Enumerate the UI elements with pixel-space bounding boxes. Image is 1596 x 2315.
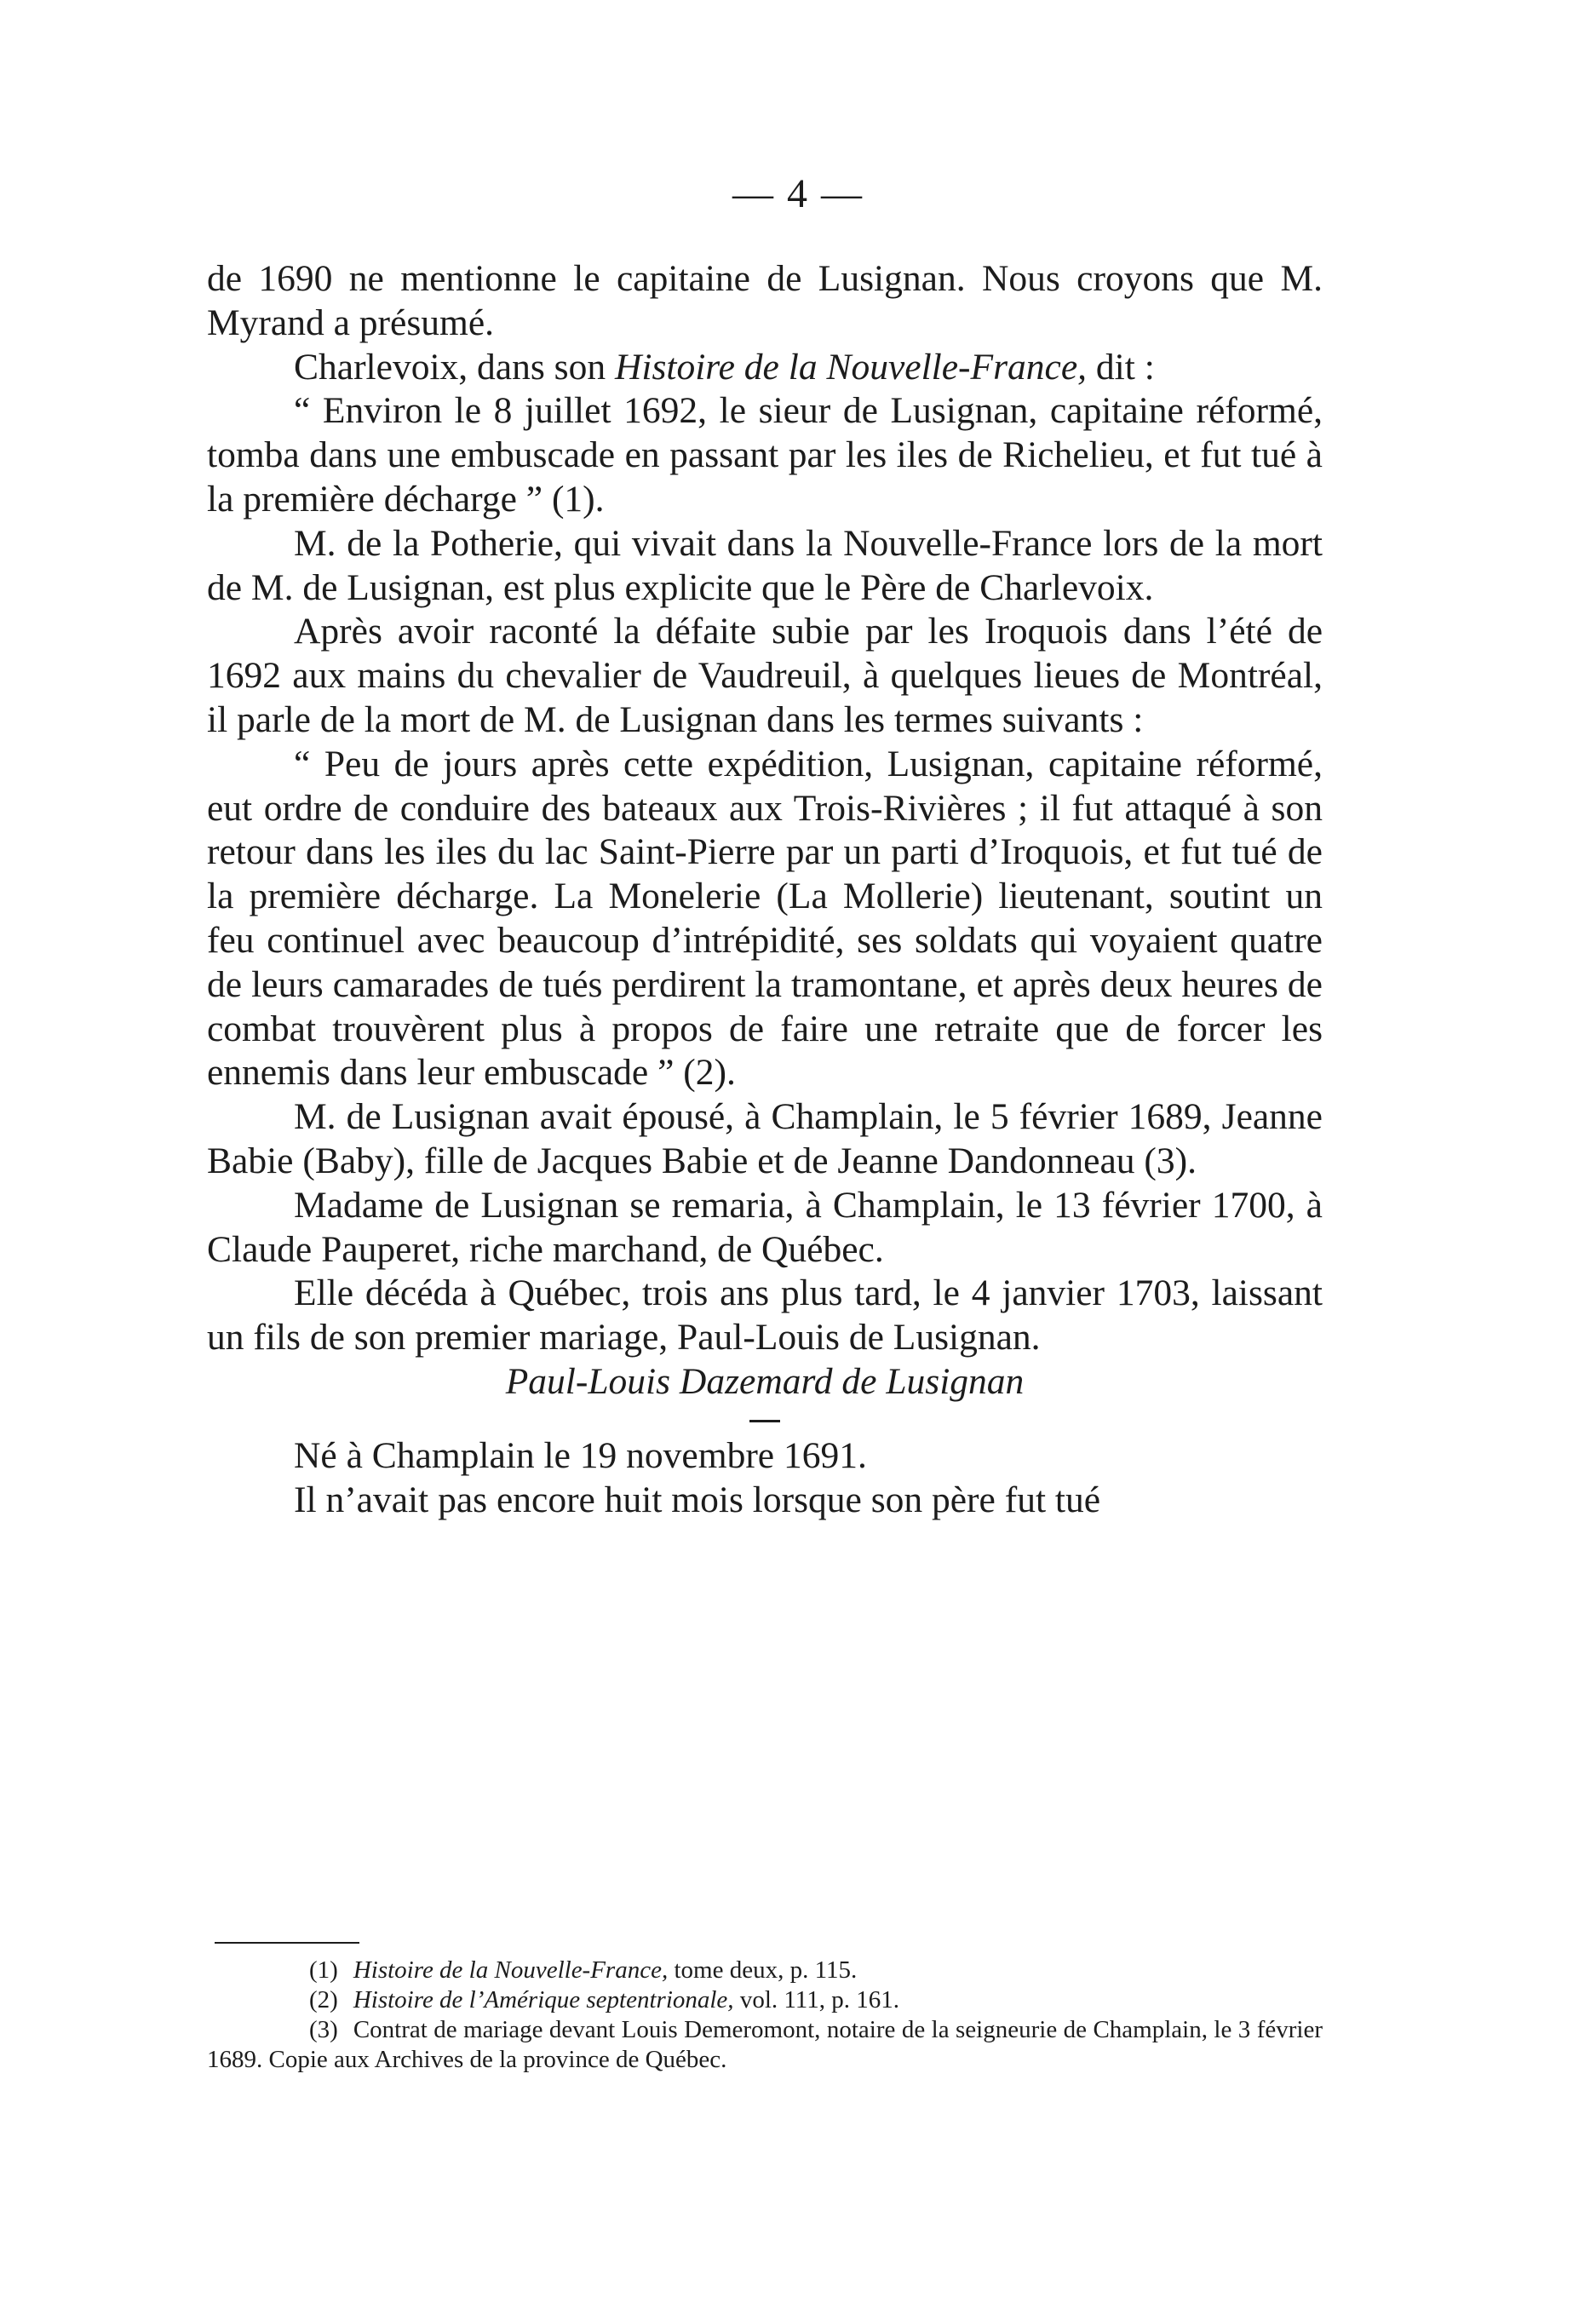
footnote-number: (2) — [309, 1986, 338, 2013]
footnote-title: Histoire de l’Amérique septentrionale, — [353, 1986, 734, 2013]
footnote-title: Histoire de la Nouvelle-France, — [353, 1956, 669, 1984]
paragraph-mariage: M. de Lusignan avait épousé, à Champlain, le 5 février 1689, Jeanne Babie (Baby), fille de Jacques Babie et de Jeanne Dandonneau (3). — [207, 1096, 1323, 1181]
section-heading: Paul-Louis Dazemard de Lusignan — [505, 1360, 1025, 1402]
paragraph-naissance: Né à Champlain le 19 novembre 1691. — [294, 1434, 867, 1476]
footnote-text: Contrat de mariage devant Louis Demeromont, notaire de la seigneurie de Champlain, le 3 février 1689. Copie aux Archives de la province de Québec. — [207, 2016, 1323, 2073]
paragraph-potherie: M. de la Potherie, qui vivait dans la Nouvelle-France lors de la mort de M. de Lusignan, est plus explicite que le Père de Charlevoix. — [207, 522, 1323, 608]
footnote — [207, 1956, 1323, 1985]
paragraph-remariage: Madame de Lusignan se remaria, à Champlain, le 13 février 1700, à Claude Pauperet, riche marchand, de Québec. — [207, 1184, 1323, 1270]
paragraph-text: Charlevoix, dans son — [294, 346, 615, 388]
heading-rule — [749, 1420, 780, 1422]
footnote-text: vol. 111, p. 161. — [733, 1986, 899, 2013]
footnote-text: tome deux, p. 115. — [668, 1956, 858, 1984]
paragraph-continuation: de 1690 ne mentionne le capitaine de Lusignan. Nous croyons que M. Myrand a présumé. — [207, 258, 1323, 343]
footnote — [207, 1985, 1323, 2015]
footnotes — [207, 1956, 1323, 2075]
paragraph-quote-potherie: “ Peu de jours après cette expédition, Lusignan, capitaine réformé, eut ordre de conduire des bateaux aux Trois-Rivières ; il fut attaqué à son retour dans les iles du lac Saint-Pierre par un parti d’Iroquois, et fut tué de la première décharge. La Monelerie (La Mollerie) lieutenant, soutint un feu continuel avec beaucoup d’intrépidité, ses soldats qui voyaient quatre de leurs camarades de tués perdirent la tramontane, et après deux heures de combat trouvèrent plus à propos de faire une retraite que de forcer les ennemis dans leur embuscade ” (2). — [207, 743, 1323, 1094]
footnote-number: (1) — [309, 1956, 338, 1984]
paragraph-quote-charlevoix: “ Environ le 8 juillet 1692, le sieur de Lusignan, capitaine réformé, tomba dans une embuscade en passant par les iles de Richelieu, et fut tué à la première décharge ” (1). — [207, 390, 1323, 520]
footnote-rule — [215, 1942, 359, 1944]
body-text — [207, 257, 1323, 1522]
paragraph-deces: Elle décéda à Québec, trois ans plus tard, le 4 janvier 1703, laissant un fils de son premier mariage, Paul-Louis de Lusignan. — [207, 1272, 1323, 1359]
book-title: Histoire de la Nouvelle-France, — [614, 346, 1088, 388]
paragraph-text: dit : — [1087, 346, 1155, 388]
footnote-number: (3) — [309, 2016, 338, 2043]
footnote — [207, 2015, 1323, 2075]
paragraph-age: Il n’avait pas encore huit mois lorsque son père fut tué — [294, 1479, 1101, 1520]
page-number: — 4 — — [732, 171, 864, 216]
paragraph-defaite: Après avoir raconté la défaite subie par les Iroquois dans l’été de 1692 aux mains du chevalier de Vaudreuil, à quelques lieues de Montréal, il parle de la mort de M. de Lusignan dans les termes suivants : — [207, 611, 1323, 740]
paragraph-charlevoix — [207, 346, 1323, 390]
